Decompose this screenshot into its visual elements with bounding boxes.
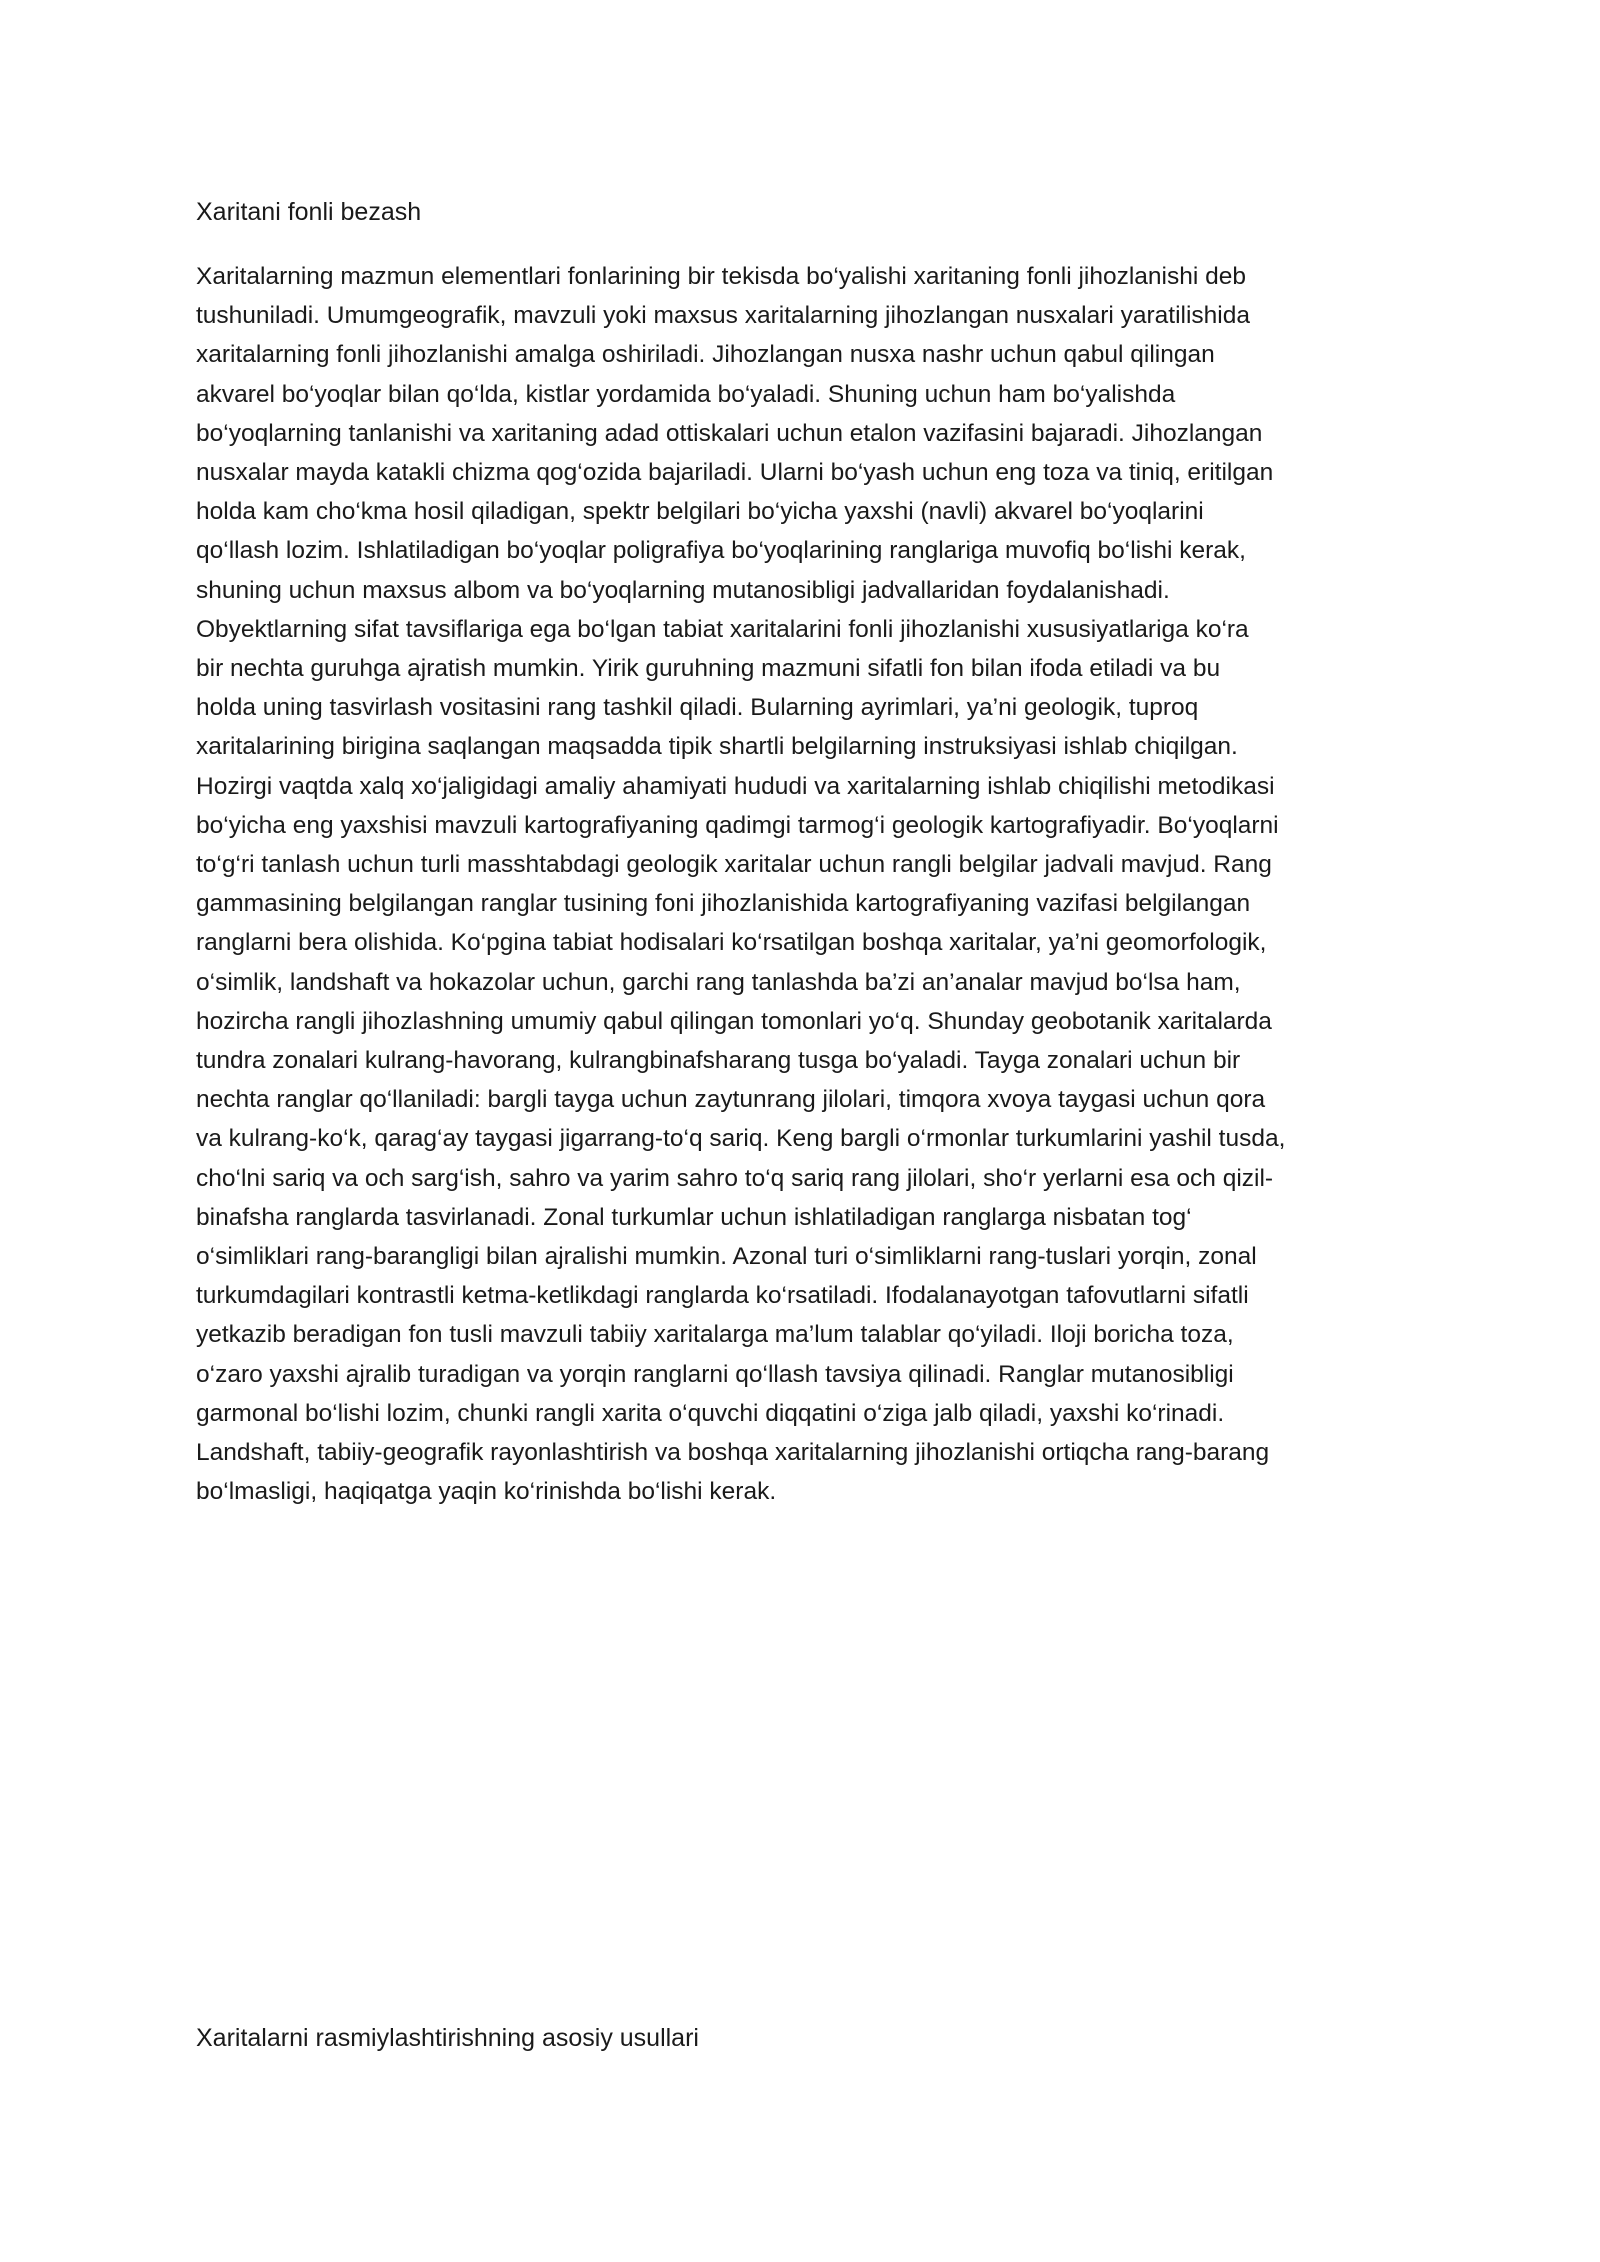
paragraph-line: Xaritalarning mazmun elementlari fonlarining bir tekisda bo‘yalishi xaritaning fonli jihozlanishi deb [196,263,1246,290]
paragraph-line: tundra zonalari kulrang-havorang, kulrangbinafsharang tusga bo‘yaladi. Tayga zonalari uchun bir [196,1047,1241,1075]
paragraph-line: nusxalar mayda katakli chizma qog‘ozida bajariladi. Ularni bo‘yash uchun eng toza va tiniq, eritilgan [196,459,1274,487]
paragraph-line: xaritalarining birigina saqlangan maqsadda tipik shartli belgilarning instruksiyasi ishlab chiqilgan. [196,733,1238,761]
paragraph-line: bir nechta guruhga ajratish mumkin. Yirik guruhning mazmuni sifatli fon bilan ifoda etiladi va bu [196,655,1221,683]
paragraph-line: yetkazib beradigan fon tusli mavzuli tabiiy xaritalarga ma’lum talablar qo‘yiladi. Iloji boricha toza, [196,1321,1234,1349]
paragraph-line: nechta ranglar qo‘llaniladi: bargli tayga uchun zaytunrang jilolari, timqora xvoya taygasi uchun qora [196,1086,1266,1114]
paragraph-line: shuning uchun maxsus albom va bo‘yoqlarning mutanosibligi jadvallaridan foydalanishadi. [196,576,1170,604]
paragraph-line: hozircha rangli jihozlashning umumiy qabul qilingan tomonlari yo‘q. Shunday geobotanik xaritalarda [196,1007,1272,1035]
paragraph-line: cho‘lni sariq va och sarg‘ish, sahro va yarim sahro to‘q sariq rang jilolari, sho‘r yerlarni esa och qizil- [196,1164,1274,1192]
paragraph-line: tushuniladi. Umumgeografik, mavzuli yoki maxsus xaritalarning jihozlangan nusxalari yaratilishida [196,302,1250,330]
section-heading: Xaritalarni rasmiylashtirishning asosiy usullari [196,2024,699,2052]
paragraph-line: xaritalarning fonli jihozlanishi amalga oshiriladi. Jihozlangan nusxa nashr uchun qabul qilingan [196,341,1215,369]
paragraph-line: akvarel bo‘yoqlar bilan qo‘lda, kistlar yordamida bo‘yaladi. Shuning uchun ham bo‘yalishda [196,380,1176,408]
paragraph-line: turkumdagilari kontrastli ketma-ketlikdagi ranglarda ko‘rsatiladi. Ifodalanayotgan tafovutlarni sifatli [196,1282,1249,1310]
paragraph-line: o‘zaro yaxshi ajralib turadigan va yorqin ranglarni qo‘llash tavsiya qilinadi. Ranglar mutanosibligi [196,1360,1234,1388]
paragraph-line: bo‘yoqlarning tanlanishi va xaritaning adad ottiskalari uchun etalon vazifasini bajaradi. Jihozlangan [196,419,1263,447]
paragraph-line: to‘g‘ri tanlash uchun turli masshtabdagi geologik xaritalar uchun rangli belgilar jadvali mavjud. Rang [196,851,1272,879]
paragraph-line: bo‘yicha eng yaxshisi mavzuli kartografiyaning qadimgi tarmog‘i geologik kartografiyadir. Bo‘yoqlarni [196,811,1279,839]
paragraph-line: bo‘lmasligi, haqiqatga yaqin ko‘rinishda bo‘lishi kerak. [196,1478,777,1506]
paragraph-line: holda kam cho‘kma hosil qiladigan, spektr belgilari bo‘yicha yaxshi (navli) akvarel bo‘yoqlarini [196,498,1204,526]
paragraph-line: qo‘llash lozim. Ishlatiladigan bo‘yoqlar poligrafiya bo‘yoqlarining ranglariga muvofiq bo‘lishi kerak, [196,537,1246,565]
paragraph-line: o‘simliklari rang-barangligi bilan ajralishi mumkin. Azonal turi o‘simliklarni rang-tuslari yorqin, zonal [196,1243,1257,1271]
paragraph-line: Landshaft, tabiiy-geografik rayonlashtirish va boshqa xaritalarning jihozlanishi ortiqcha rang-barang [196,1439,1270,1467]
paragraph-line: Obyektlarning sifat tavsiflariga ega bo‘lgan tabiat xaritalarini fonli jihozlanishi xususiyatlariga ko‘ra [196,615,1249,643]
body-paragraph [196,257,1421,1512]
document-title: Xaritani fonli bezash [196,198,422,226]
paragraph-line: Hozirgi vaqtda xalq xo‘jaligidagi amaliy ahamiyati hududi va xaritalarning ishlab chiqilishi metodikasi [196,772,1275,800]
paragraph-line: binafsha ranglarda tasvirlanadi. Zonal turkumlar uchun ishlatiladigan ranglarga nisbatan tog‘ [196,1203,1192,1231]
paragraph-line: ranglarni bera olishida. Ko‘pgina tabiat hodisalari ko‘rsatilgan boshqa xaritalar, ya’ni geomorfologik, [196,929,1267,957]
paragraph-line: o‘simlik, landshaft va hokazolar uchun, garchi rang tanlashda ba’zi an’analar mavjud bo‘lsa ham, [196,968,1241,996]
paragraph-line: holda uning tasvirlash vositasini rang tashkil qiladi. Bularning ayrimlari, ya’ni geologik, tuproq [196,694,1199,722]
paragraph-line: gammasining belgilangan ranglar tusining foni jihozlanishida kartografiyaning vazifasi belgilangan [196,890,1251,918]
paragraph-line: garmonal bo‘lishi lozim, chunki rangli xarita o‘quvchi diqqatini o‘ziga jalb qiladi, yaxshi ko‘rinadi. [196,1399,1225,1427]
paragraph-line: va kulrang-ko‘k, qarag‘ay taygasi jigarrang-to‘q sariq. Keng bargli o‘rmonlar turkumlarini yashil tusda, [196,1125,1286,1153]
